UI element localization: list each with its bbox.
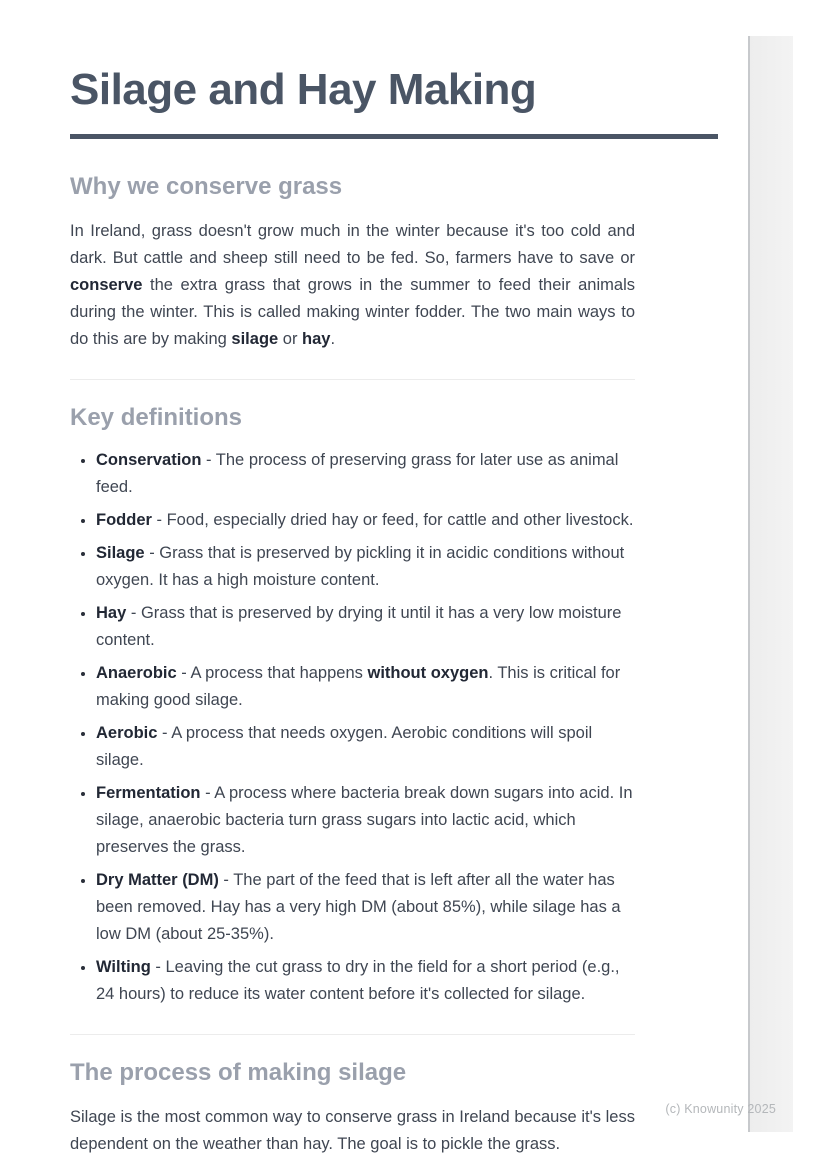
definition-item (96, 954, 635, 1008)
text-run: - A process that needs oxygen. Aerobic conditions will spoil silage. (96, 723, 593, 769)
text-run: - Food, especially dried hay or feed, for cattle and other livestock. (151, 510, 634, 529)
text-run: - The part of the feed that is left after all the water has been removed. Hay has a very high DM (about 85%), while silage has a low DM (about 25-35%). (96, 870, 621, 943)
bold-term: Hay (96, 603, 127, 622)
bold-term: without oxygen (367, 663, 489, 682)
text-run: - A process that happens (176, 663, 368, 682)
paragraph-process (70, 1104, 635, 1158)
bold-term: Dry Matter (DM) (96, 870, 219, 889)
text-run: . (330, 330, 336, 349)
definition-item (96, 720, 635, 774)
section-key-definitions (70, 404, 635, 1008)
document-content (70, 0, 635, 1158)
definition-item (96, 600, 635, 654)
section-process-of-making-silage (70, 1059, 635, 1158)
definition-item (96, 867, 635, 948)
section-heading-why: Why we conserve grass (70, 173, 343, 201)
paragraph-why (70, 218, 635, 353)
section-heading-definitions: Key definitions (70, 404, 243, 432)
definition-item (96, 660, 635, 714)
watermark: (c) Knowunity 2025 (665, 1102, 776, 1116)
bold-term: Conservation (96, 450, 202, 469)
bold-term: Silage (96, 543, 145, 562)
text-run: - Grass that is preserved by pickling it in acidic conditions without oxygen. It has a high moisture content. (96, 543, 625, 589)
title-rule (70, 134, 718, 139)
bold-term: hay (302, 330, 331, 349)
text-run: Silage is the most common way to conserve grass in Ireland because it's less dependent on the weather than hay. The goal is to pickle the grass. (70, 1107, 635, 1153)
definition-item (96, 447, 635, 501)
definition-item (96, 540, 635, 594)
bold-term: Wilting (96, 957, 151, 976)
text-run: - Leaving the cut grass to dry in the field for a short period (e.g., 24 hours) to reduce its water content before it's collected for silage. (96, 957, 620, 1003)
definitions-list (70, 447, 635, 1008)
section-heading-process: The process of making silage (70, 1058, 407, 1086)
definition-item (96, 507, 635, 534)
definition-item (96, 780, 635, 861)
text-run: - Grass that is preserved by drying it until it has a very low moisture content. (96, 603, 622, 649)
bold-term: Aerobic (96, 723, 158, 742)
bold-term: silage (231, 330, 279, 349)
section-divider (70, 1034, 635, 1035)
text-run: In Ireland, grass doesn't grow much in the winter because it's too cold and dark. But cattle and sheep still need to be fed. So, farmers have to save or (70, 222, 635, 268)
bold-term: Anaerobic (96, 663, 177, 682)
text-run: or (278, 330, 303, 349)
text-run: . This is critical for making good silage. (96, 663, 621, 709)
page-title: Silage and Hay Making (70, 65, 537, 114)
section-divider (70, 379, 635, 380)
bold-term: Fermentation (96, 783, 201, 802)
text-run: - The process of preserving grass for later use as animal feed. (96, 450, 619, 496)
next-page-edge (748, 36, 793, 1132)
bold-term: conserve (70, 276, 143, 295)
text-run: - A process where bacteria break down sugars into acid. In silage, anaerobic bacteria turn grass sugars into lactic acid, which preserves the grass. (96, 783, 633, 856)
section-why-we-conserve-grass (70, 173, 635, 353)
text-run: the extra grass that grows in the summer to feed their animals during the winter. This is called making winter fodder. The two main ways to do this are by making (70, 276, 635, 349)
bold-term: Fodder (96, 510, 152, 529)
